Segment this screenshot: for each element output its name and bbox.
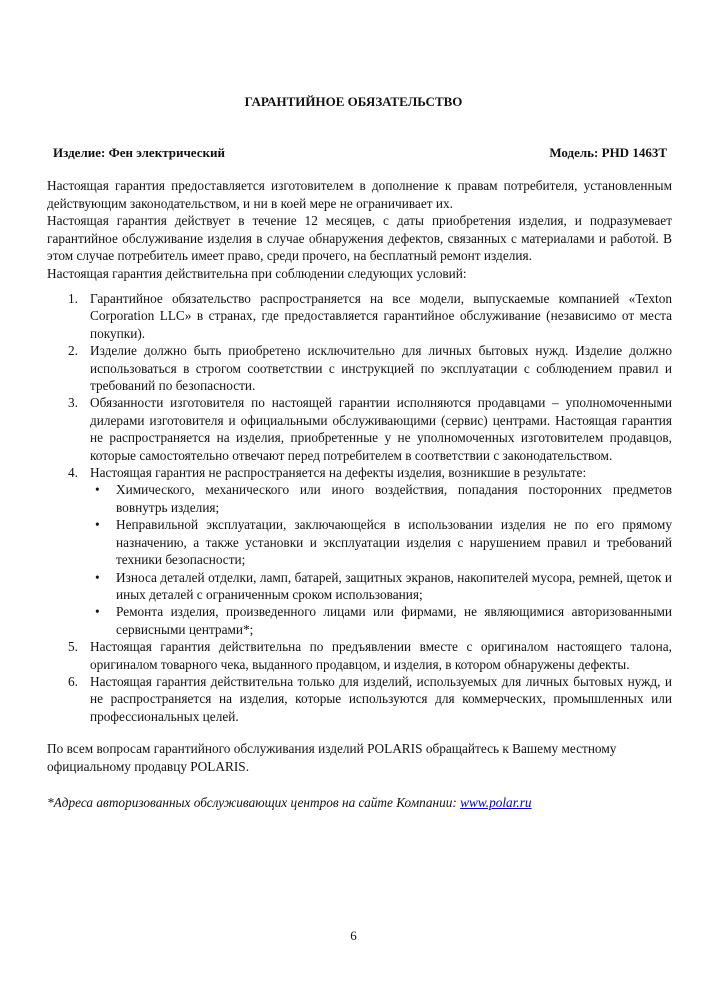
condition-item	[68, 673, 672, 725]
condition-number: 1.	[68, 291, 78, 306]
condition-item	[68, 342, 672, 394]
footnote	[47, 795, 672, 811]
condition-item	[68, 464, 672, 638]
condition-text: Обязанности изготовителя по настоящей гарантии исполняются продавцами – уполномоченными дилерами изготовителя и официальными обслуживающими (сервис) центрами. Настоящая гарантия не распространяется на изделия, приобретенные у не уполномоченных изготовителем продавцов, которые самостоятельно отвечают перед потребителем в соответствии с законодательством.	[90, 395, 672, 463]
closing-paragraph: По всем вопросам гарантийного обслуживания изделий POLARIS обращайтесь к Вашему местному официальному продавцу POLARIS.	[47, 741, 617, 774]
footnote-text: *Адреса авторизованных обслуживающих центров на сайте Компании:	[47, 795, 461, 810]
defect-item: • Износа деталей отделки, ламп, батарей, защитных экранов, накопителей мусора, ремней, щеток и иных деталей с ограниченным сроком использования;	[90, 569, 672, 604]
intro-paragraph: Настоящая гарантия действительна при соблюдении следующих условий:	[47, 265, 467, 281]
defect-item: • Ремонта изделия, произведенного лицами или фирмами, не являющимися авторизованными сервисными центрами*;	[90, 603, 672, 638]
website-link[interactable]: www.polar.ru	[460, 795, 532, 810]
defects-list	[90, 481, 672, 638]
condition-item	[68, 638, 672, 673]
condition-text: Настоящая гарантия действительна только для изделий, используемых для личных бытовых нужд, и не распространяется на изделия, которые используются для коммерческих, промышленных или профессиональных целей.	[90, 673, 672, 724]
defect-item: • Химического, механического или иного воздействия, попадания посторонних предметов вовнутрь изделия;	[90, 481, 672, 516]
condition-text: Гарантийное обязательство распространяется на все модели, выпускаемые компанией «Texton Corporation LLC» в странах, где предоставляется гарантийное обслуживание (независимо от места покупки).	[90, 291, 672, 341]
page-number: 6	[350, 928, 357, 943]
condition-number: 6.	[68, 673, 78, 689]
page-title: ГАРАНТИЙНОЕ ОБЯЗАТЕЛЬСТВО	[244, 94, 463, 109]
condition-number: 4.	[68, 465, 78, 481]
intro-text	[47, 177, 672, 283]
condition-item	[68, 290, 672, 342]
model-label: Модель: PHD 1463T	[549, 145, 667, 160]
condition-text: Настоящая гарантия не распространяется на дефекты изделия, возникшие в результате:	[90, 465, 587, 481]
condition-number: 3.	[68, 395, 78, 411]
intro-paragraph: Настоящая гарантия предоставляется изготовителем в дополнение к правам потребителя, установленным действующим законодательством, и ни в коей мере не ограничивает их.	[47, 178, 672, 211]
condition-number: 2.	[68, 343, 78, 359]
defect-item: • Неправильной эксплуатации, заключающейся в использовании изделия не по его прямому назначению, а также установки и эксплуатации изделия с нарушением правил и требований техники безопасности;	[90, 516, 672, 568]
conditions-list	[68, 290, 672, 725]
condition-number: 5.	[68, 639, 78, 655]
intro-paragraph: Настоящая гарантия действует в течение 12 месяцев, с даты приобретения изделия, и подразумевает гарантийное обслуживание изделия в случае обнаружения дефектов, связанных с материалами и работой. В этом случае потребитель имеет право, среди прочего, на бесплатный ремонт изделия.	[47, 213, 672, 264]
condition-text: Настоящая гарантия действительна по предъявлении вместе с оригиналом настоящего талона, оригиналом товарного чека, выданного продавцом, и изделия, в котором обнаружены дефекты.	[90, 639, 672, 672]
product-label: Изделие: Фен электрический	[53, 145, 225, 160]
condition-item	[68, 394, 672, 464]
condition-text: Изделие должно быть приобретено исключительно для личных бытовых нужд. Изделие должно использоваться в строгом соответствии с инструкцией по эксплуатации с соблюдением правил и требований по безопасности.	[90, 343, 672, 394]
